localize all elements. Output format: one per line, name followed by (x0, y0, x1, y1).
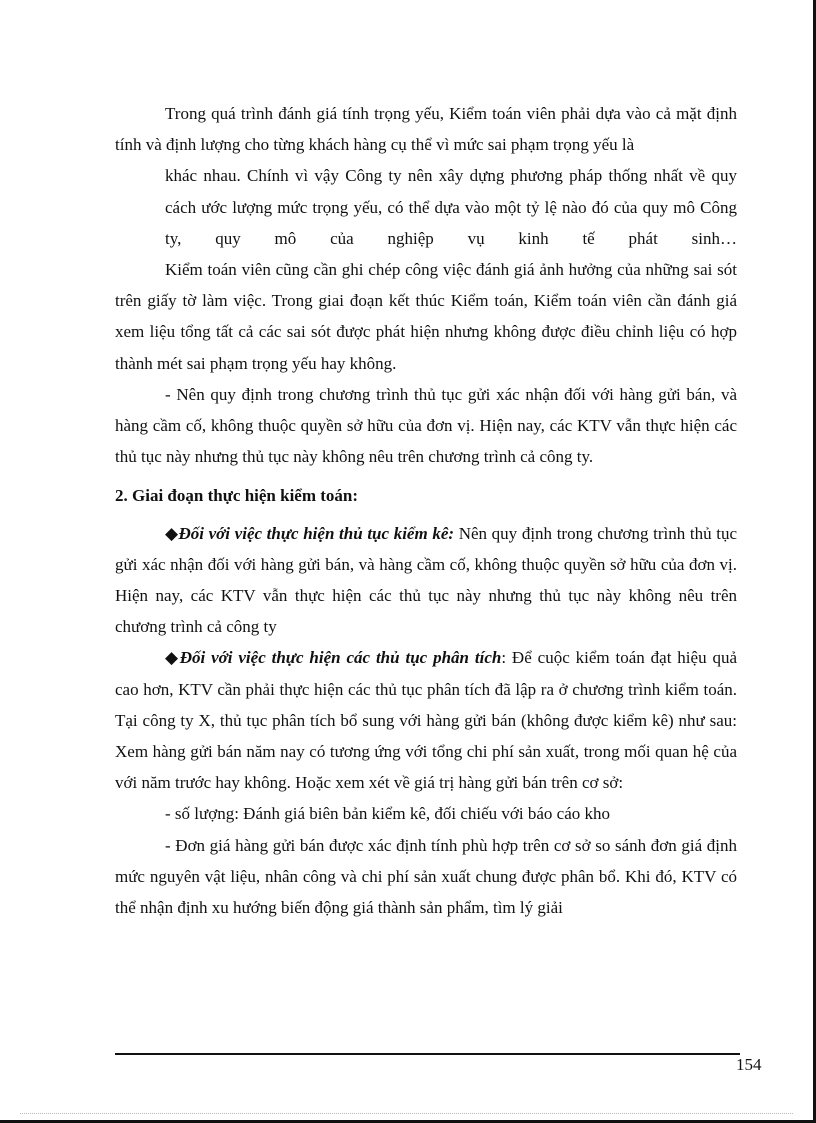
dash-item-unit-price: - Đơn giá hàng gửi bán được xác định tính phù hợp trên cơ sở so sánh đơn giá định mức nguyên vật liệu, nhân công và chi phí sản xuất chung được phân bổ. Khi đó, KTV có thể nhận định xu hướng biến động giá thành sản phẩm, tìm lý giải (115, 835, 737, 918)
page-body (115, 98, 737, 923)
paragraph-materiality-intro: Trong quá trình đánh giá tính trọng yếu, Kiểm toán viên phải dựa vào cả mặt định tính và định lượng cho từng khách hàng cụ thể vì mức sai phạm trọng yếu là (115, 104, 737, 155)
paragraph-record-errors: Kiểm toán viên cũng cần ghi chép công việc đánh giá ảnh hưởng của những sai sót trên giấy tờ làm việc. Trong giai đoạn kết thúc Kiểm toán, Kiểm toán viên cần đánh giá xem liệu tổng tất cả các sai sót được phát hiện nhưng không được điều chỉnh liệu có hợp thành mét sai phạm trọng yếu hay không. (115, 260, 737, 373)
diamond-bullet-icon: ◆ (165, 523, 179, 543)
page-edge-divider (20, 1113, 793, 1114)
paragraph-materiality-method: khác nhau. Chính vì vậy Công ty nên xây dựng phương pháp thống nhất về quy cách ước lượng mức trọng yếu, có thể dựa vào một tỷ lệ nào đó của quy mô Công ty, quy mô của nghiệp vụ kinh tế phát sinh… (165, 166, 737, 248)
item-analytical-procedures-text: : Để cuộc kiểm toán đạt hiệu quả cao hơn, KTV cần phải thực hiện các thủ tục phân tích đã lập ra ở chương trình kiểm toán. Tại công ty X, thủ tục phân tích bổ sung với hàng gửi bán (không được kiểm kê) như sau: Xem hàng gửi bán năm nay có tương ứng với tổng chi phí sản xuất, trong mối quan hệ của với năm trước hay không. Hoặc xem xét về giá trị hàng gửi bán trên cơ sở: (115, 648, 738, 793)
footer-divider (115, 1053, 740, 1055)
item-analytical-procedures (115, 642, 737, 798)
page-number: 154 (736, 1055, 762, 1074)
item-analytical-procedures-title: Đối với việc thực hiện các thủ tục phân tích (179, 648, 502, 668)
item-inventory-count-title: Đối với việc thực hiện thủ tục kiểm kê: (178, 523, 455, 543)
section-heading: 2. Giai đoạn thực hiện kiểm toán: (115, 486, 359, 506)
dash-item-quantity: - số lượng: Đánh giá biên bản kiểm kê, đối chiếu với báo cáo kho (165, 804, 611, 824)
paragraph-confirmation-rule: - Nên quy định trong chương trình thủ tục gửi xác nhận đối với hàng gửi bán, và hàng cầm cố, không thuộc quyền sở hữu của đơn vị. Hiện nay, các KTV vẫn thực hiện các thủ tục này nhưng thủ tục này không nêu trên chương trình cả công ty. (115, 384, 737, 467)
item-inventory-count-text: Nên quy định trong chương trình thủ tục gửi xác nhận đối với hàng gửi bán, và hàng cầm cố, không thuộc quyền sở hữu của đơn vị. Hiện nay, các KTV vẫn thực hiện các thủ tục này nhưng thủ tục này không nêu trên chương trình cả công ty (115, 523, 738, 637)
diamond-bullet-icon: ◆ (165, 648, 180, 668)
item-inventory-count (115, 518, 737, 643)
